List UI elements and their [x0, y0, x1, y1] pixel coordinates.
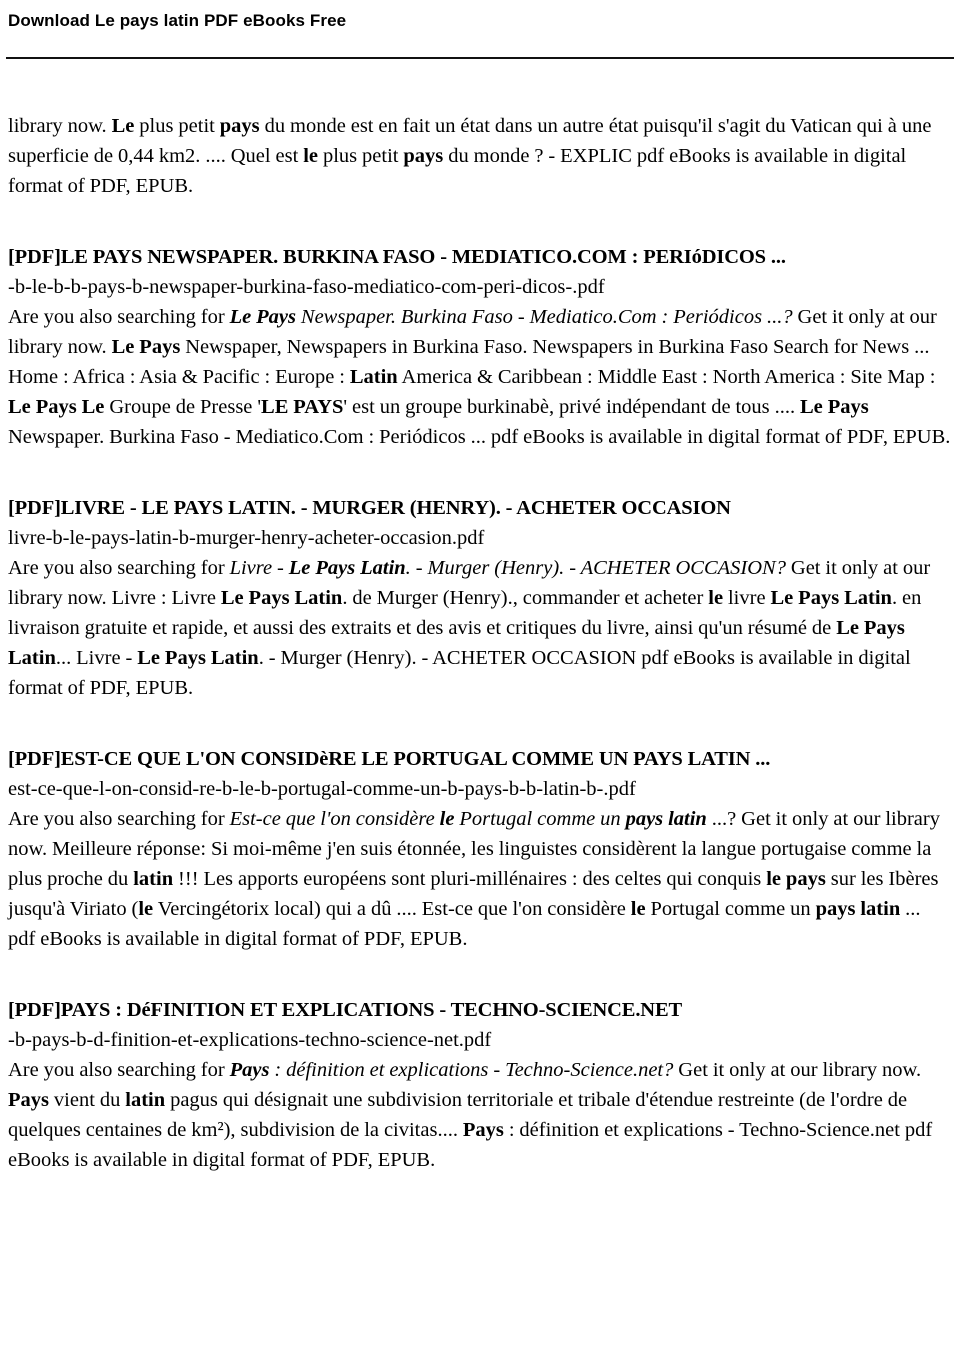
result-heading[interactable]: [PDF]LIVRE - LE PAYS LATIN. - MURGER (HENRY). - ACHETER OCCASION: [8, 497, 731, 519]
text-run: pays: [403, 145, 444, 167]
result-snippet: [8, 804, 952, 954]
text-run: Le Pays Latin: [770, 587, 892, 609]
text-run: Get it only at our library now.: [673, 1059, 922, 1081]
text-run: le: [630, 898, 646, 920]
text-run: Are you also searching for: [8, 1059, 230, 1081]
text-run: le: [138, 898, 154, 920]
text-run: Get it only at our library now. Livre : Livre: [8, 557, 931, 609]
result-snippet: [8, 553, 952, 703]
text-run: du monde ? - EXPLIC pdf eBooks is available in digital format of PDF, EPUB.: [8, 145, 907, 197]
text-run: Le Pays Latin: [137, 647, 259, 669]
result-heading[interactable]: [PDF]LE PAYS NEWSPAPER. BURKINA FASO - MEDIATICO.COM : PERIóDICOS ...: [8, 246, 786, 268]
text-run: le: [708, 587, 724, 609]
text-run: Newspaper, Newspapers in Burkina Faso. Newspapers in Burkina Faso Search for News ... Home : Africa : Asia & Pacific : Europe :: [8, 336, 930, 388]
result-filename: -b-pays-b-d-finition-et-explications-techno-science-net.pdf: [8, 1029, 492, 1051]
text-run: plus petit: [134, 115, 220, 137]
text-run: le: [439, 808, 455, 830]
text-run: ' est un groupe burkinabè, privé indépendant de tous ....: [343, 396, 800, 418]
text-run: Are you also searching for: [8, 557, 230, 579]
text-run: Groupe de Presse ': [104, 396, 262, 418]
text-run: livre: [723, 587, 771, 609]
result-snippet: [8, 302, 952, 452]
text-run: latin: [125, 1089, 166, 1111]
text-run: . - Murger (Henry). - ACHETER OCCASION pdf eBooks is available in digital format of PDF, EPUB.: [8, 647, 911, 699]
result-block: [8, 744, 952, 954]
text-run: sur les Ibères jusqu'à Viriato (: [8, 868, 939, 920]
result-block: [8, 493, 952, 703]
text-run: ...?: [706, 808, 737, 830]
text-run: vient du: [49, 1089, 126, 1111]
text-run: Newspaper. Burkina Faso - Mediatico.Com : Periódicos ...?: [295, 306, 793, 328]
text-run: Pays: [462, 1119, 504, 1141]
page-header: [0, 0, 960, 32]
text-run: Livre -: [229, 557, 289, 579]
page-title: Download Le pays latin PDF eBooks Free: [8, 11, 347, 30]
result-block: [8, 995, 952, 1175]
text-run: Le Pays Le: [8, 396, 105, 418]
text-run: : définition et explications - Techno-Science.net?: [269, 1059, 674, 1081]
text-run: Le Pays: [800, 396, 869, 418]
text-run: Are you also searching for: [8, 808, 230, 830]
text-run: ... Livre -: [55, 647, 138, 669]
text-run: . - Murger (Henry). - ACHETER OCCASION?: [405, 557, 786, 579]
result-heading[interactable]: [PDF]PAYS : DéFINITION ET EXPLICATIONS - TECHNO-SCIENCE.NET: [8, 999, 683, 1021]
text-run: Le Pays Latin: [8, 617, 905, 669]
result-block: [8, 242, 952, 452]
text-run: Le: [111, 115, 135, 137]
text-run: pays: [219, 115, 260, 137]
text-run: pays latin: [815, 898, 901, 920]
text-run: Portugal comme un: [645, 898, 816, 920]
text-run: plus petit: [318, 145, 404, 167]
text-run: Est-ce que l'on considère: [229, 808, 440, 830]
result-block: [8, 111, 952, 201]
text-run: pays latin: [625, 808, 707, 830]
text-run: . en livraison gratuite et rapide, et aussi des extraits et des avis et critiques du livre, ainsi qu'un résumé de: [8, 587, 922, 639]
text-run: Le Pays Latin: [288, 557, 406, 579]
text-run: latin: [133, 868, 174, 890]
text-run: library now.: [8, 115, 112, 137]
text-run: pagus qui désignait une subdivision territoriale et tribale d'étendue restreinte (de l'ordre de quelques centaines de km²), subdivision de la civitas....: [8, 1089, 908, 1141]
text-run: Pays: [8, 1089, 49, 1111]
text-run: Latin: [349, 366, 398, 388]
result-snippet: [8, 1055, 952, 1175]
text-run: !!! Les apports européens sont pluri-millénaires : des celtes qui conquis: [173, 868, 767, 890]
text-run: . de Murger (Henry)., commander et acheter: [342, 587, 709, 609]
result-filename: -b-le-b-b-pays-b-newspaper-burkina-faso-mediatico-com-peri-dicos-.pdf: [8, 276, 605, 298]
text-run: Le Pays Latin: [220, 587, 343, 609]
text-run: Get it only at our library now. Meilleure réponse: Si moi-même j'en suis étonnée, les linguistes considèrent la langue portugaise comme la plus proche du: [8, 808, 940, 890]
text-run: ... pdf eBooks is available in digital format of PDF, EPUB.: [8, 898, 921, 950]
text-run: Vercingétorix local) qui a dû .... Est-ce que l'on considère: [153, 898, 631, 920]
text-run: Newspaper. Burkina Faso - Mediatico.Com : Periódicos ... pdf eBooks is available in digital format of PDF, EPUB.: [8, 426, 951, 448]
text-run: LE PAYS: [261, 396, 344, 418]
header-divider: [6, 57, 954, 59]
text-run: Le Pays: [229, 306, 296, 328]
text-run: du monde est en fait un état dans un autre état puisqu'il s'agit du Vatican qui à une superficie de 0,44 km2. .... Quel est: [8, 115, 932, 167]
text-run: Get it only at our library now.: [8, 306, 937, 358]
text-run: : définition et explications - Techno-Science.net pdf eBooks is available in digital format of PDF, EPUB.: [8, 1119, 933, 1171]
result-filename: est-ce-que-l-on-consid-re-b-le-b-portugal-comme-un-b-pays-b-b-latin-b-.pdf: [8, 778, 636, 800]
intro-paragraph: [8, 111, 952, 201]
text-run: le pays: [766, 868, 826, 890]
result-heading[interactable]: [PDF]EST-CE QUE L'ON CONSIDèRE LE PORTUGAL COMME UN PAYS LATIN ...: [8, 748, 771, 770]
result-filename: livre-b-le-pays-latin-b-murger-henry-acheter-occasion.pdf: [8, 527, 485, 549]
text-run: le: [303, 145, 319, 167]
text-run: America & Caribbean : Middle East : North America : Site Map :: [397, 366, 936, 388]
text-run: Are you also searching for: [8, 306, 230, 328]
document-content: [0, 111, 960, 1175]
text-run: Portugal comme un: [454, 808, 626, 830]
text-run: Le Pays: [111, 336, 181, 358]
text-run: Pays: [229, 1059, 270, 1081]
